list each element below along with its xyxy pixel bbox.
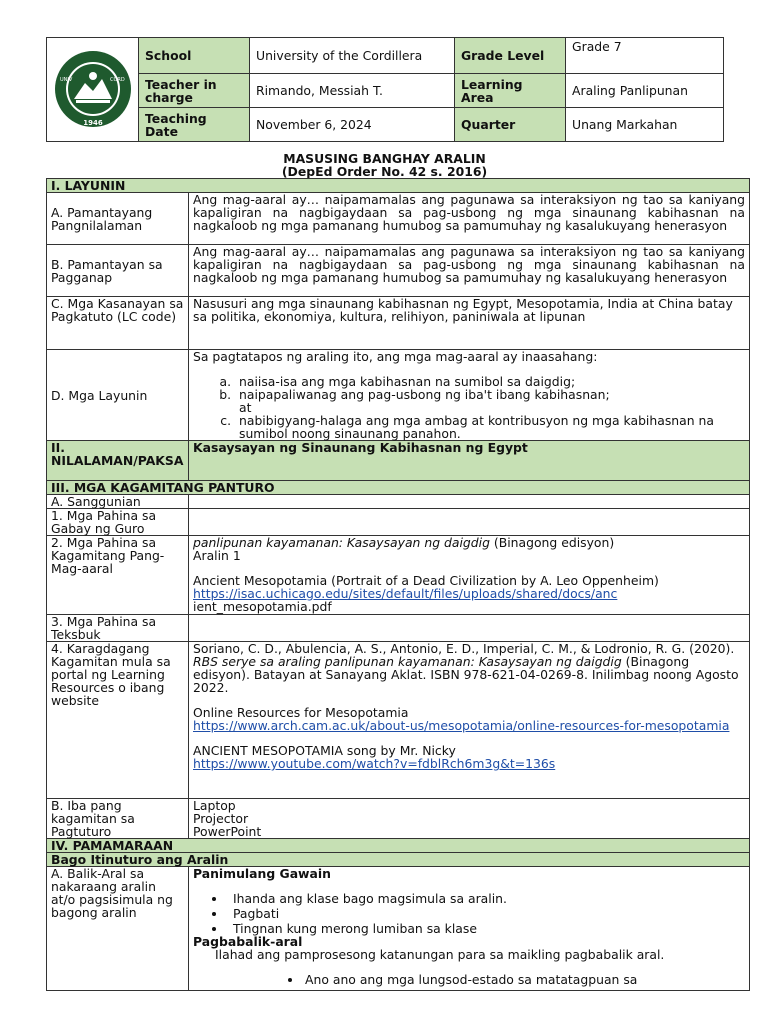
karagdagang-kagamitan-cell (189, 642, 750, 799)
balik-aral-label: A. Balik-Aral sa nakaraang aralin at/o pagsisimula ng bagong aralin (47, 867, 189, 991)
layunin-item: a. naiisa-isa ang mga kabihasnan na sumibol sa daigdig; (235, 375, 745, 388)
teaching-date-label: Teaching Date (139, 108, 250, 142)
pagbabalik-aral-heading: Pagbabalik-aral (193, 934, 303, 949)
school-label: School (139, 38, 250, 74)
mga-layunin-intro: Sa pagtatapos ng araling ito, ang mga mag-aaral ay inaasahang: (193, 349, 598, 364)
section-kagamitan-heading: III. MGA KAGAMITANG PANTURO (47, 481, 750, 495)
teacher-label: Teacher in charge (139, 74, 250, 108)
song-title: ANCIENT MESOPOTAMIA song by Mr. Nicky (193, 743, 456, 758)
svg-text:UNIV: UNIV (59, 76, 72, 83)
panimulang-gawain-heading: Panimulang Gawain (193, 866, 331, 881)
youtube-link[interactable]: https://www.youtube.com/watch?v=fdblRch6m3g&t=136s (193, 756, 556, 771)
gabay-guro-value (189, 509, 750, 536)
gawain-item: • Tingnan kung merong lumiban sa klase (227, 922, 745, 935)
pamantayang-pangnilalaman-label: A. Pamantayang Pangnilalaman (47, 193, 189, 245)
svg-text:1946: 1946 (82, 118, 103, 127)
teksbuk-label: 3. Mga Pahina sa Teksbuk (47, 615, 189, 642)
nilalaman-value: Kasaysayan ng Sinaunang Kabihasnan ng Egypt (189, 441, 750, 481)
teksbuk-value (189, 615, 750, 642)
balik-aral-cell (189, 867, 750, 991)
layunin-item: c. nabibigyang-halaga ang mga ambag at kontribusyon ng mga kabihasnan na sumibol noong sinaunang panahon. (235, 414, 745, 440)
learning-area-label: Learning Area (455, 74, 566, 108)
kagamitang-italic-title: panlipunan kayamanan: Kasaysayan ng daigdig (193, 535, 490, 550)
mga-layunin-cell (189, 350, 750, 441)
citation-title: RBS serye sa araling panlipunan kayamanan: Kasaysayan ng daigdig (193, 654, 622, 669)
document-subtitle: (DepEd Order No. 42 s. 2016) (281, 164, 488, 179)
iba-pang-kagamitan-label: B. Iba pang kagamitan sa Pagtuturo (47, 799, 189, 839)
section-pamamaraan-heading: IV. PAMAMARAAN (47, 839, 750, 853)
svg-text:CORD: CORD (109, 76, 125, 83)
kagamitan-item: Laptop (193, 798, 236, 813)
document-title: MASUSING BANGHAY ARALIN (283, 151, 486, 166)
tanong-item: • Ano ano ang mga lungsod-estado sa matatagpuan sa (303, 973, 745, 986)
kagamitan-item: Projector (193, 811, 249, 826)
teacher-value: Rimando, Messiah T. (250, 74, 455, 108)
kagamitang-mag-aaral-label: 2. Mga Pahina sa Kagamitang Pang-Mag-aaral (47, 536, 189, 615)
panimulang-gawain-list (193, 892, 745, 935)
grade-level-value: Grade 7 (566, 38, 724, 74)
layunin-item: b. naipapaliwanag ang pag-usbong ng iba't ibang kabihasnan; at (235, 388, 745, 414)
bago-itinuturo-heading: Bago Itinuturo ang Aralin (47, 853, 750, 867)
kagamitang-edition: (Binagong edisyon) (489, 535, 615, 550)
gawain-item: • Pagbati (227, 907, 745, 920)
mga-layunin-list (193, 375, 745, 440)
sanggunian-label: A. Sanggunian (47, 495, 189, 509)
grade-level-label: Grade Level (455, 38, 566, 74)
online-resources-title: Online Resources for Mesopotamia (193, 705, 409, 720)
pagbabalik-aral-text: Ilahad ang pamprosesong katanungan para sa maikling pagbabalik aral. (215, 947, 665, 962)
pamantayang-pangnilalaman-text: Ang mag-aaral ay… naipamamalas ang pagunawa sa interaksiyon ng tao sa kaniyang kapaligiran na nagbigaydaan sa pag-usbong ng mga sinaunang kabihasnan na nagkaloob ng mga pamanang humubog sa pamumuhay ng kasalukuyang henerasyon (189, 193, 750, 245)
pamantayan-sa-pagganap-text: Ang mag-aaral ay… naipamamalas ang pagunawa sa interaksiyon ng tao sa kaniyang kapaligiran na nagbigaydaan sa pag-usbong ng mga sinaunang kabihasnan na nagkaloob ng mga pamanang humubog sa pamumuhay ng kasalukuyang henerasyon (189, 245, 750, 297)
tanong-list (193, 973, 745, 986)
header-table (46, 37, 724, 142)
kasanayan-text: Nasusuri ang mga sinaunang kabihasnan ng Egypt, Mesopotamia, India at China batay sa politika, ekonomiya, kultura, relihiyon, paniniwala at lipunan (189, 297, 750, 350)
quarter-label: Quarter (455, 108, 566, 142)
learning-area-value: Araling Panlipunan (566, 74, 724, 108)
pamantayan-sa-pagganap-label: B. Pamantayan sa Pagganap (47, 245, 189, 297)
iba-pang-kagamitan-cell (189, 799, 750, 839)
section-layunin-heading: I. LAYUNIN (47, 179, 750, 193)
kagamitang-mag-aaral-cell (189, 536, 750, 615)
lesson-plan-table (46, 178, 750, 991)
quarter-value: Unang Markahan (566, 108, 724, 142)
teaching-date-value: November 6, 2024 (250, 108, 455, 142)
school-logo-cell (47, 38, 139, 142)
kasanayan-label: C. Mga Kasanayan sa Pagkatuto (LC code) (47, 297, 189, 350)
cambridge-link[interactable]: https://www.arch.cam.ac.uk/about-us/mesopotamia/online-resources-for-mesopotamia (193, 718, 730, 733)
citation-details: (Binagong edisyon). Batayan at Sanayang Aklat. ISBN 978-621-04-0269-8. Inilimbag noong Agosto 2022. (193, 654, 739, 695)
citation-authors: Soriano, C. D., Abulencia, A. S., Antonio, E. D., Imperial, C. M., & Lodronio, R. G. (2020). (193, 641, 735, 656)
uchicago-link-tail: ient_mesopotamia.pdf (193, 599, 332, 614)
kagamitang-aralin: Aralin 1 (193, 548, 241, 563)
school-value: University of the Cordillera (250, 38, 455, 74)
nilalaman-label: II. NILALAMAN/PAKSA (47, 441, 189, 481)
uchicago-link[interactable]: https://isac.uchicago.edu/sites/default/files/uploads/shared/docs/anc (193, 586, 618, 601)
gawain-item: • Ihanda ang klase bago magsimula sa aralin. (227, 892, 745, 905)
kagamitang-reference: Ancient Mesopotamia (Portrait of a Dead Civilization by A. Leo Oppenheim) (193, 573, 659, 588)
gabay-guro-label: 1. Mga Pahina sa Gabay ng Guro (47, 509, 189, 536)
mga-layunin-label: D. Mga Layunin (47, 350, 189, 441)
karagdagang-kagamitan-label: 4. Karagdagang Kagamitan mula sa portal ng Learning Resources o ibang website (47, 642, 189, 799)
university-seal-icon (52, 41, 134, 137)
kagamitan-item: PowerPoint (193, 824, 262, 839)
